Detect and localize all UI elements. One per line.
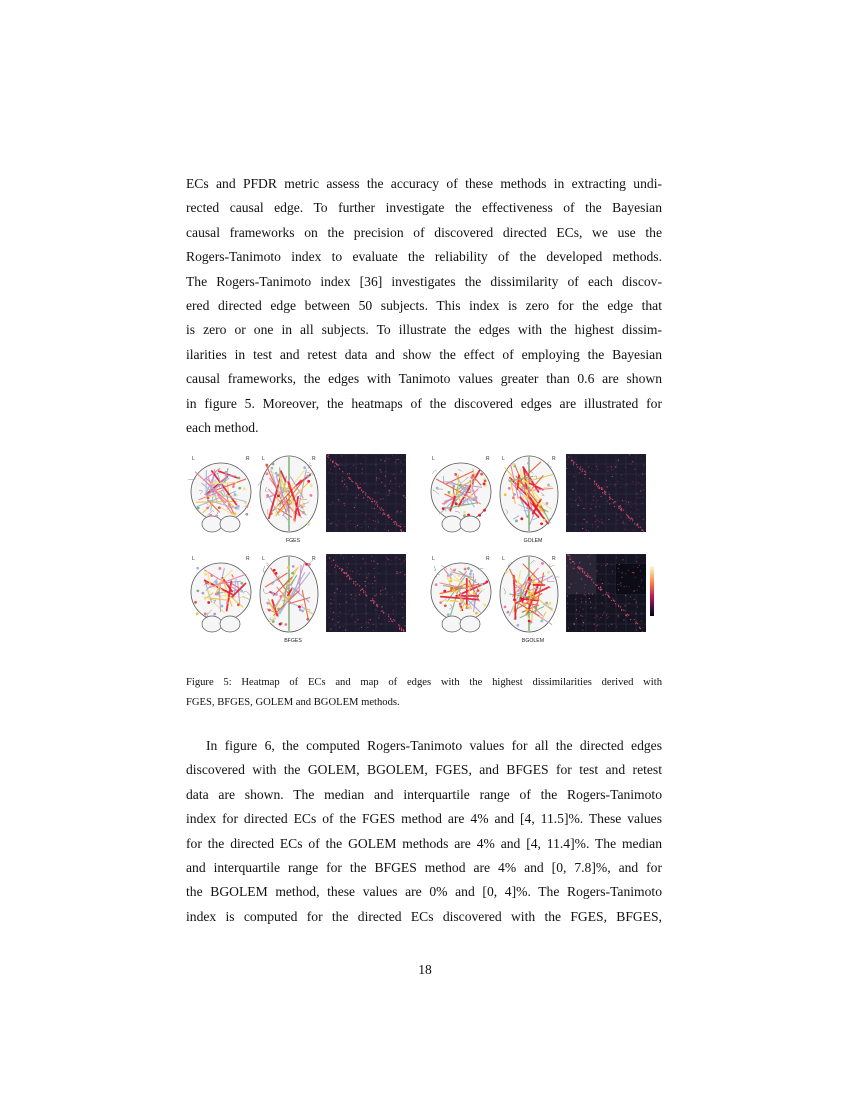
right-hemisphere-tag: R xyxy=(246,556,250,562)
text-line: The Rogers-Tanimoto index [36] investigates the dissimilarity of each discov- xyxy=(186,273,662,289)
page-number: 18 xyxy=(418,962,432,977)
brain-axial-view-image xyxy=(188,458,254,534)
right-hemisphere-tag: R xyxy=(486,456,490,462)
text-line: each method. xyxy=(186,420,259,436)
right-hemisphere-tag: R xyxy=(312,456,316,462)
text-line: causal frameworks on the precision of discovered directed ECs, we use the xyxy=(186,224,662,240)
right-hemisphere-tag: R xyxy=(312,556,316,562)
text-line: Rogers-Tanimoto index to evaluate the reliability of the developed methods. xyxy=(186,249,662,265)
heatmap-colorbar xyxy=(650,566,654,616)
text-line: for the directed ECs of the GOLEM methods are 4% and [4, 11.4]%. The median xyxy=(186,835,662,851)
text-line: data are shown. The median and interquartile range of the Rogers-Tanimoto xyxy=(186,786,662,802)
ec-heatmap xyxy=(326,554,406,632)
text-line: causal frameworks, the edges with Tanimoto values greater than 0.6 are shown xyxy=(186,371,662,387)
left-hemisphere-tag: L xyxy=(432,456,435,462)
left-hemisphere-tag: L xyxy=(502,556,505,562)
left-hemisphere-tag: L xyxy=(262,556,265,562)
text-line: rected causal edge. To further investigate the effectiveness of the Bayesian xyxy=(186,200,662,216)
brain-axial-view-image xyxy=(188,558,254,634)
brain-top-view-image xyxy=(498,554,560,634)
caption-line: Figure 5: Heatmap of ECs and map of edges with the highest dissimilarities derived with xyxy=(186,677,662,688)
brain-top-view-image xyxy=(258,554,320,634)
ec-heatmap xyxy=(326,454,406,532)
right-hemisphere-tag: R xyxy=(486,556,490,562)
panel-label: FGES xyxy=(285,538,301,544)
panel-label: BFGES xyxy=(284,638,302,644)
left-hemisphere-tag: L xyxy=(432,556,435,562)
ec-heatmap xyxy=(566,454,646,532)
text-line: In figure 6, the computed Rogers-Tanimoto values for all the directed edges xyxy=(206,738,662,753)
left-hemisphere-tag: L xyxy=(192,556,195,562)
brain-top-view-image xyxy=(498,454,560,534)
figure-panel-fges xyxy=(186,452,414,548)
figure-5 xyxy=(186,452,662,648)
text-line: discovered with the GOLEM, BGOLEM, FGES, and BFGES for test and retest xyxy=(186,762,662,778)
brain-axial-view-image xyxy=(428,458,494,534)
figure-caption xyxy=(186,673,662,713)
figure-panel-golem xyxy=(426,452,654,548)
text-line: index for directed ECs of the FGES method are 4% and [4, 11.5]%. These values xyxy=(186,811,662,827)
text-line: the BGOLEM method, these values are 0% and [0, 4]%. The Rogers-Tanimoto xyxy=(186,884,662,900)
figure-panel-bgolem xyxy=(426,552,654,648)
right-hemisphere-tag: R xyxy=(552,556,556,562)
left-hemisphere-tag: L xyxy=(262,456,265,462)
text-line: in figure 5. Moreover, the heatmaps of the discovered edges are illustrated for xyxy=(186,395,662,411)
text-line: ilarities in test and retest data and show the effect of employing the Bayesian xyxy=(186,346,662,362)
left-hemisphere-tag: L xyxy=(192,456,195,462)
text-line: ered directed edge between 50 subjects. This index is zero for the edge that xyxy=(186,298,662,314)
text-line: and interquartile range for the BFGES method are 4% and [0, 7.8]%, and for xyxy=(186,860,662,876)
paragraph-rogers-tanimoto-results xyxy=(186,734,662,929)
ec-heatmap xyxy=(566,554,646,632)
text-line: index is computed for the directed ECs discovered with the FGES, BFGES, xyxy=(186,908,662,924)
left-hemisphere-tag: L xyxy=(502,456,505,462)
right-hemisphere-tag: R xyxy=(246,456,250,462)
text-line: is zero or one in all subjects. To illustrate the edges with the highest dissim- xyxy=(186,322,662,338)
brain-axial-view-image xyxy=(428,558,494,634)
panel-label: BGOLEM xyxy=(521,638,545,644)
text-line: ECs and PFDR metric assess the accuracy of these methods in extracting undi- xyxy=(186,176,662,191)
right-hemisphere-tag: R xyxy=(552,456,556,462)
caption-line: FGES, BFGES, GOLEM and BGOLEM methods. xyxy=(186,697,400,708)
brain-top-view-image xyxy=(258,454,320,534)
paragraph-dissimilarity xyxy=(186,172,662,440)
panel-label: GOLEM xyxy=(523,538,543,544)
figure-panel-bfges xyxy=(186,552,414,648)
